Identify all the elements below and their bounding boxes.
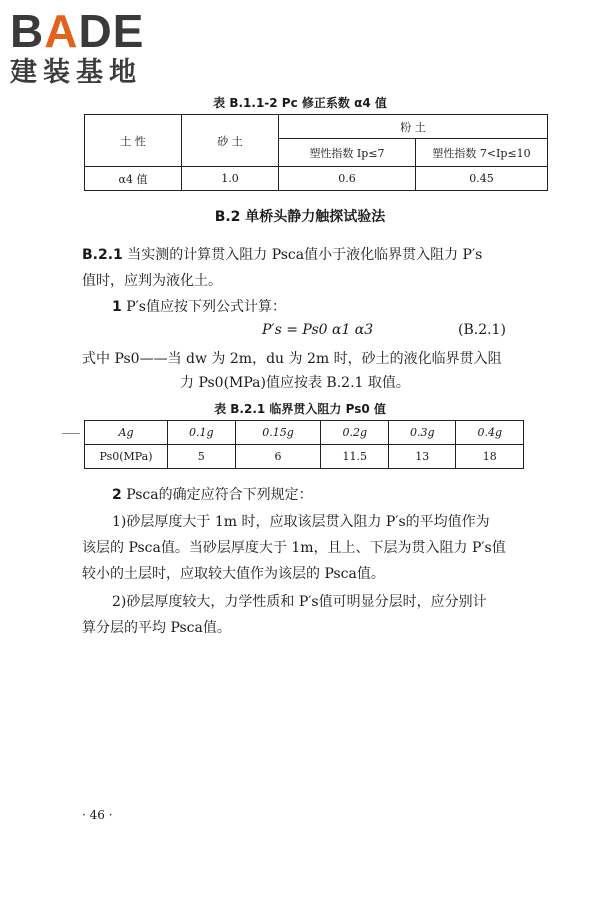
item-number: 2 (112, 487, 122, 503)
ag-cell: 0.3g (388, 421, 456, 445)
para2-line-1: 2 Psca的确定应符合下列规定： (112, 487, 313, 503)
para-line-5: 力 Ps0(MPa)值应按表 B.2.1 取值。 (180, 375, 410, 391)
scan-mark (62, 433, 80, 434)
para-line-2: 值时，应判为液化土。 (82, 273, 222, 289)
para2-line-3: 该层的 Psca值。当砂层厚度大于 1m，且上、下层为贯入阻力 P′s值 (82, 540, 506, 556)
cell-silt-b: 0.45 (416, 167, 548, 191)
ag-cell: 0.15g (235, 421, 321, 445)
ps0-cell: 5 (168, 445, 236, 469)
para2-line-2: 1)砂层厚度大于 1m 时，应取该层贯入阻力 P′s的平均值作为 (112, 514, 490, 530)
table2-caption: 表 B.2.1 临界贯入阻力 Ps0 值 (214, 402, 386, 416)
ag-cell: 0.2g (321, 421, 389, 445)
header-soil: 土 性 (85, 115, 182, 167)
ps0-cell: 18 (456, 445, 524, 469)
section-title: B.2 单桥头静力触探试验法 (214, 209, 386, 225)
row1-label: Ag (85, 421, 168, 445)
ps0-cell: 13 (388, 445, 456, 469)
logo-wordmark: BADE (10, 5, 145, 57)
table1-caption: 表 B.1.1-2 Pc 修正系数 α4 值 (213, 96, 387, 110)
header-silt: 粉 土 (279, 115, 548, 139)
page-number: · 46 · (82, 808, 113, 822)
para-line-4: 式中 Ps0——当 dw 为 2m，du 为 2m 时，砂土的液化临界贯入阻 (82, 351, 502, 367)
formula-number: (B.2.1) (458, 322, 506, 338)
cell-silt-a: 0.6 (279, 167, 416, 191)
para2-line-6: 算分层的平均 Psca值。 (82, 620, 231, 636)
ag-cell: 0.4g (456, 421, 524, 445)
para2-line-4: 较小的土层时，应取较大值作为该层的 Psca值。 (82, 566, 385, 582)
logo-subtitle: 建装基地 (10, 57, 142, 88)
para-line-3: 1 P′s值应按下列公式计算： (112, 299, 286, 315)
row2-label: Ps0(MPa) (85, 445, 168, 469)
formula: P′s = Ps0 α1 α3 (262, 322, 374, 338)
ag-cell: 0.1g (168, 421, 236, 445)
ps0-cell: 11.5 (321, 445, 389, 469)
critical-resistance-table (84, 420, 524, 469)
header-sand: 砂 土 (182, 115, 279, 167)
header-silt-ip10: 塑性指数 7<Ip≤10 (416, 139, 548, 167)
ps0-cell: 6 (235, 445, 321, 469)
para2-line-5: 2)砂层厚度较大，力学性质和 P′s值可明显分层时，应分别计 (112, 594, 487, 610)
row-label: α4 值 (85, 167, 182, 191)
para-line-1: B.2.1 当实测的计算贯入阻力 Psca值小于液化临界贯入阻力 P′s (82, 247, 483, 263)
correction-factor-table (84, 114, 548, 191)
clause-number: B.2.1 (82, 247, 123, 263)
header-silt-ip7: 塑性指数 Ip≤7 (279, 139, 416, 167)
brand-logo (10, 6, 180, 92)
item-number: 1 (112, 299, 122, 315)
cell-sand: 1.0 (182, 167, 279, 191)
